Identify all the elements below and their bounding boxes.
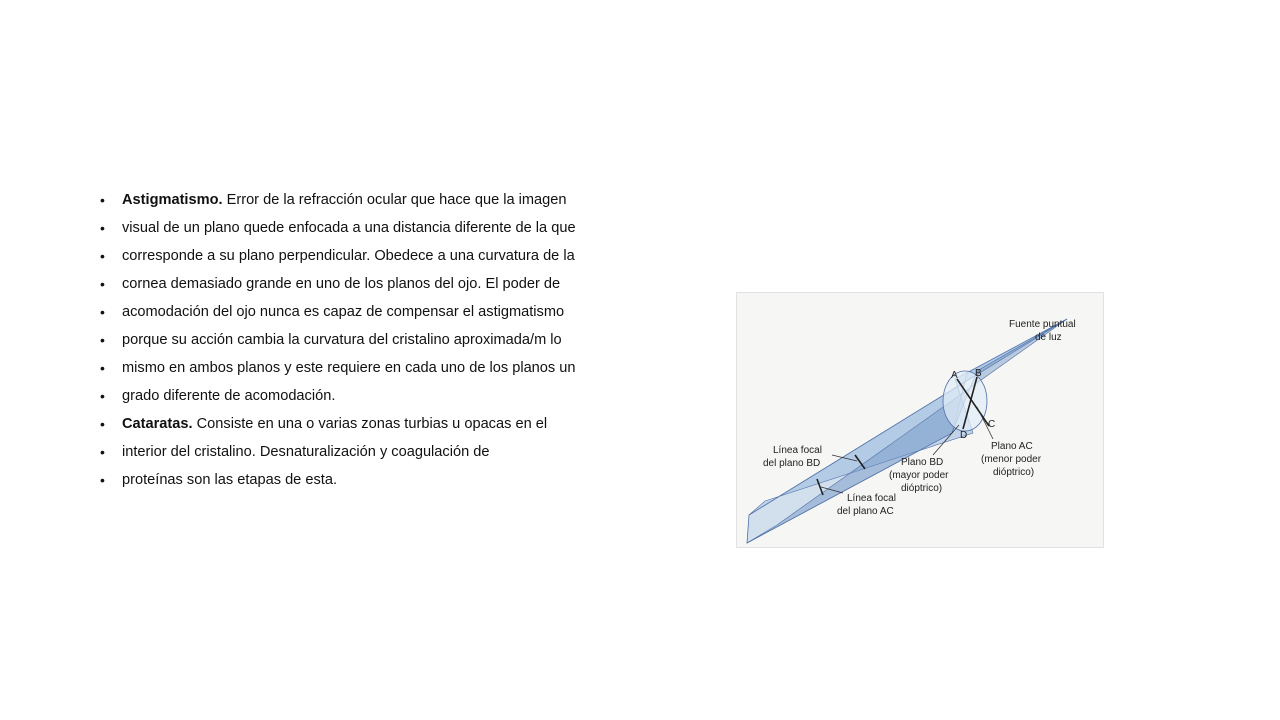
bullet-line-9 [100, 410, 660, 438]
label-plane-ac-3: dióptrico) [993, 467, 1035, 478]
label-focal-ac-1: Línea focal [847, 493, 896, 504]
term-astigmatismo: Astigmatismo. [122, 192, 223, 208]
label-focal-bd-2: del plano BD [763, 458, 821, 469]
bullet-dot: • [100, 248, 105, 264]
line-text: cornea demasiado grande en uno de los planos del ojo. El poder de [122, 276, 561, 292]
bullet-line-11 [100, 466, 660, 494]
bullet-line-10 [100, 438, 660, 466]
bullet-dot: • [100, 192, 105, 208]
bullet-dot: • [100, 220, 105, 236]
bullet-dot: • [100, 444, 105, 460]
label-plane-bd-2: (mayor poder [889, 470, 949, 481]
bullet-dot: • [100, 332, 105, 348]
bullet-dot: • [100, 388, 105, 404]
line-text: mismo en ambos planos y este requiere en cada uno de los planos un [122, 360, 576, 376]
diagram-svg [737, 293, 1105, 549]
astigmatism-diagram [736, 292, 1104, 548]
line-text: acomodación del ojo nunca es capaz de compensar el astigmatismo [122, 304, 565, 320]
bullet-list [100, 186, 660, 494]
bullet-dot: • [100, 360, 105, 376]
label-source-1: Fuente puntual [1009, 319, 1076, 330]
bullet-line-6 [100, 326, 660, 354]
label-focal-bd-1: Línea focal [773, 445, 822, 456]
line-text: Error de la refracción ocular que hace que la imagen [222, 192, 567, 208]
line-text: proteínas son las etapas de esta. [122, 472, 337, 488]
label-point-b: B [975, 368, 982, 379]
bullet-line-3 [100, 242, 660, 270]
label-plane-bd-3: dióptrico) [901, 483, 943, 494]
label-source-2: de luz [1035, 332, 1062, 343]
bullet-line-5 [100, 298, 660, 326]
label-point-c: C [988, 419, 996, 430]
bullet-line-1 [100, 186, 660, 214]
bullet-dot: • [100, 304, 105, 320]
bullet-dot: • [100, 276, 105, 292]
bullet-line-2 [100, 214, 660, 242]
term-cataratas: Cataratas. [122, 416, 193, 432]
line-text: grado diferente de acomodación. [122, 388, 336, 404]
label-plane-ac-1: Plano AC [991, 441, 1033, 452]
line-text: corresponde a su plano perpendicular. Obedece a una curvatura de la [122, 248, 575, 264]
bullet-dot: • [100, 416, 105, 432]
bullet-line-4 [100, 270, 660, 298]
label-point-a: A [951, 370, 958, 381]
line-text: porque su acción cambia la curvatura del cristalino aproximada/m lo [122, 332, 562, 348]
bullet-line-7 [100, 354, 660, 382]
bullet-line-8 [100, 382, 660, 410]
line-text: visual de un plano quede enfocada a una distancia diferente de la que [122, 220, 576, 236]
label-plane-bd-1: Plano BD [901, 457, 944, 468]
bullet-dot: • [100, 472, 105, 488]
label-point-d: D [960, 430, 968, 441]
line-text: interior del cristalino. Desnaturalización y coagulación de [122, 444, 490, 460]
label-plane-ac-2: (menor poder [981, 454, 1042, 465]
label-focal-ac-2: del plano AC [837, 506, 894, 517]
line-text: Consiste en una o varias zonas turbias u opacas en el [192, 416, 548, 432]
